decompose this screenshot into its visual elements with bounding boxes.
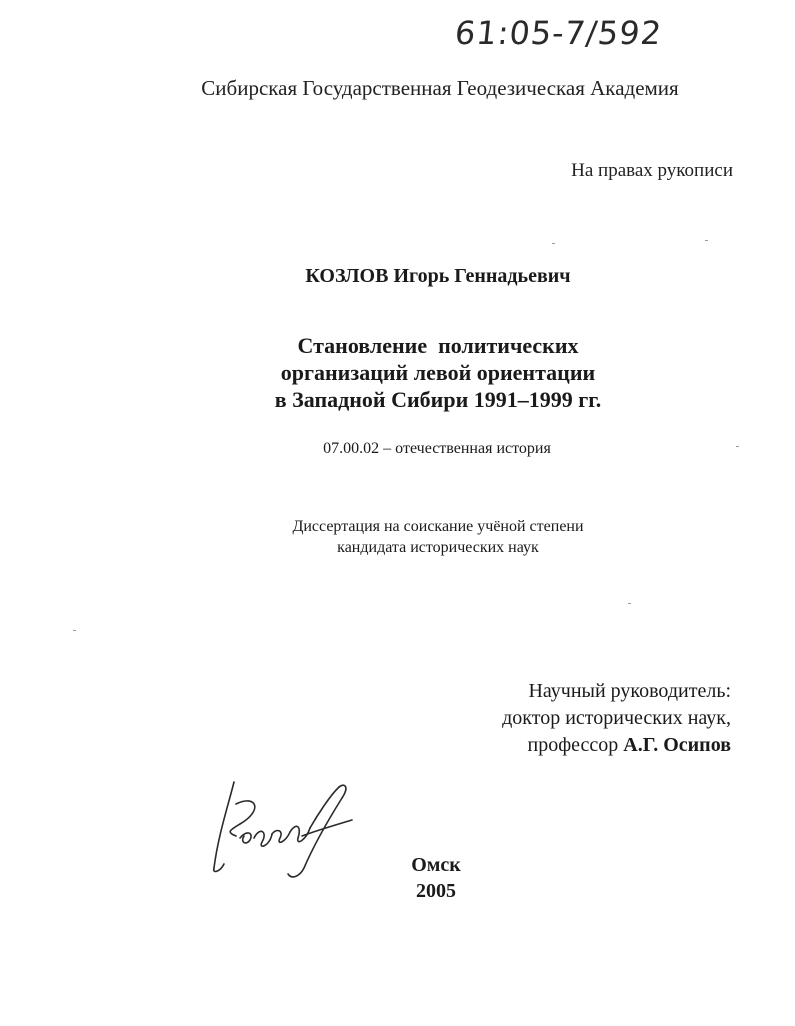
- rights-note: На правах рукописи: [571, 160, 733, 181]
- scan-speck: [73, 630, 76, 631]
- year: 2005: [416, 880, 456, 902]
- title-line: в Западной Сибири 1991–1999 гг.: [274, 387, 602, 412]
- specialty-code: 07.00.02 – отечественная история: [323, 440, 551, 457]
- city: Омск: [411, 854, 461, 876]
- scan-speck: [628, 603, 631, 604]
- dissertation-degree: [0, 516, 795, 558]
- dissertation-title: [0, 332, 795, 413]
- institution-name: Сибирская Государственная Геодезическая Академия: [201, 76, 679, 100]
- title-line: организаций левой ориентации: [280, 360, 596, 385]
- supervisor-block: [502, 678, 731, 759]
- supervisor-title: профессор: [527, 734, 619, 756]
- title-line: Становление политических: [297, 333, 579, 358]
- degree-line: Диссертация на соискание учёной степени: [292, 518, 584, 535]
- scan-speck: [736, 446, 739, 447]
- supervisor-title-line: [502, 732, 731, 759]
- author-name: КОЗЛОВ Игорь Геннадьевич: [305, 265, 571, 287]
- supervisor-degree: доктор исторических наук,: [502, 707, 731, 729]
- degree-line: кандидата исторических наук: [337, 539, 539, 556]
- supervisor-name: А.Г. Осипов: [623, 734, 731, 756]
- scan-speck: [552, 243, 555, 244]
- city-year-block: [0, 852, 795, 904]
- supervisor-label: Научный руководитель:: [528, 680, 731, 702]
- archive-code: 61:05-7/592: [453, 14, 664, 52]
- scan-speck: [705, 240, 708, 241]
